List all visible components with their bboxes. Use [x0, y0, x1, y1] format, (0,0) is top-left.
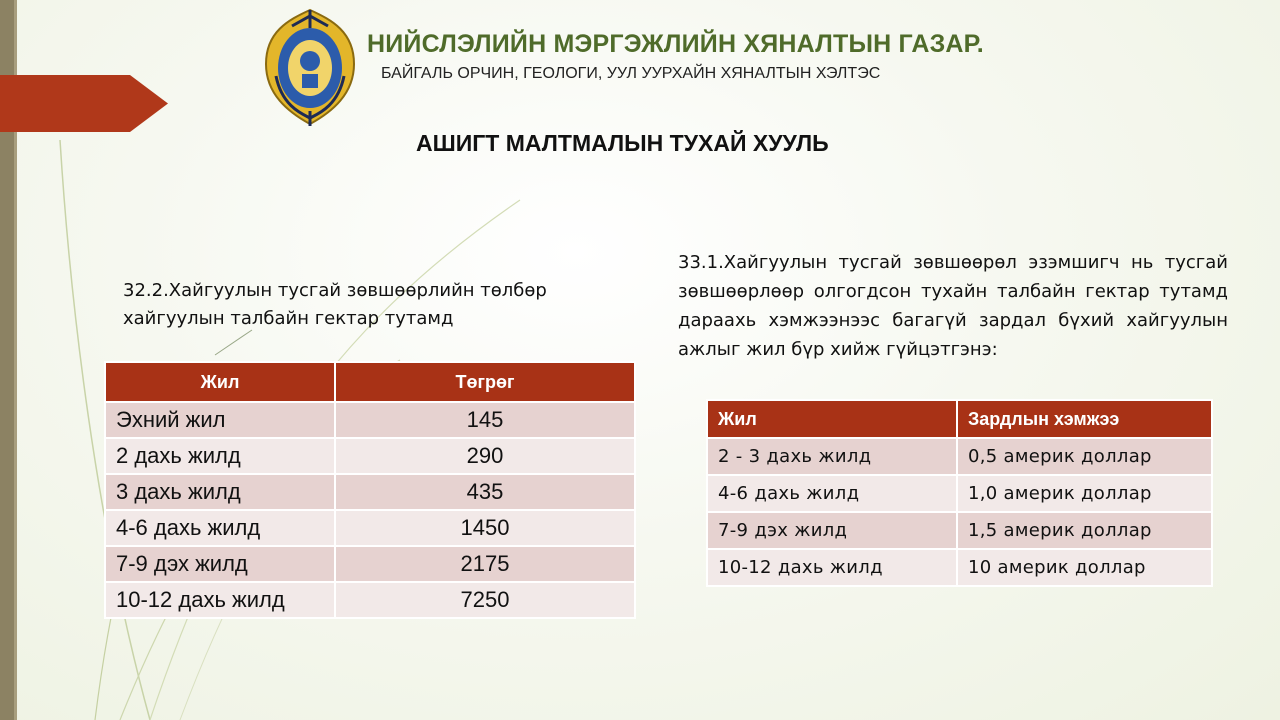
year-cell: 2 дахь жилд [105, 438, 335, 474]
amount-cell: 435 [335, 474, 635, 510]
right-paragraph: 33.1.Хайгуулын тусгай зөвшөөрөл эзэмшигч нь тусгай зөвшөөрлөөр олгогдсон тухайн талбайн гектар тутамд дараахь хэмжээнээс багагүй зардал бүхий хайгуулын ажлыг жил бүр хийж гүйцэтгэнэ: [678, 252, 1228, 360]
slide-title: АШИГТ МАЛТМАЛЫН ТУХАЙ ХУУЛЬ [416, 130, 829, 156]
org-subtitle: БАЙГАЛЬ ОРЧИН, ГЕОЛОГИ, УУЛ УУРХАЙН ХЯНАЛТЫН ХЭЛТЭС [381, 65, 881, 82]
org-title: НИЙСЛЭЛИЙН МЭРГЭЖЛИЙН ХЯНАЛТЫН ГАЗАР. [367, 30, 984, 58]
column-header-year: Жил [105, 362, 335, 402]
expense-cell: 0,5 америк доллар [957, 438, 1212, 475]
table-row [707, 549, 1212, 586]
table-header-row [707, 400, 1212, 438]
table-row [105, 546, 635, 582]
expense-cell: 10 америк доллар [957, 549, 1212, 586]
expense-cell: 1,5 америк доллар [957, 512, 1212, 549]
agency-emblem-icon [262, 6, 358, 128]
amount-cell: 145 [335, 402, 635, 438]
table-row [105, 510, 635, 546]
year-cell: 3 дахь жилд [105, 474, 335, 510]
table-row [105, 438, 635, 474]
expense-cell: 1,0 америк доллар [957, 475, 1212, 512]
amount-cell: 7250 [335, 582, 635, 618]
column-header-expense: Зардлын хэмжээ [957, 400, 1212, 438]
year-cell: 2 - 3 дахь жилд [707, 438, 957, 475]
table-row [105, 402, 635, 438]
column-header-year: Жил [707, 400, 957, 438]
expense-table [706, 399, 1213, 587]
year-cell: 4-6 дахь жилд [105, 510, 335, 546]
table-row [707, 438, 1212, 475]
left-paragraph: 32.2.Хайгуулын тусгай зөвшөөрлийн төлбөр хайгуулын талбайн гектар тутамд [123, 280, 547, 329]
table-row [105, 582, 635, 618]
year-cell: Эхний жил [105, 402, 335, 438]
payment-table [104, 361, 636, 619]
year-cell: 4-6 дахь жилд [707, 475, 957, 512]
table-row [707, 512, 1212, 549]
table-row [105, 474, 635, 510]
year-cell: 7-9 дэх жилд [707, 512, 957, 549]
table-row [707, 475, 1212, 512]
column-header-tugrug: Төгрөг [335, 362, 635, 402]
year-cell: 10-12 дахь жилд [105, 582, 335, 618]
amount-cell: 1450 [335, 510, 635, 546]
table-header-row [105, 362, 635, 402]
amount-cell: 2175 [335, 546, 635, 582]
year-cell: 7-9 дэх жилд [105, 546, 335, 582]
year-cell: 10-12 дахь жилд [707, 549, 957, 586]
amount-cell: 290 [335, 438, 635, 474]
